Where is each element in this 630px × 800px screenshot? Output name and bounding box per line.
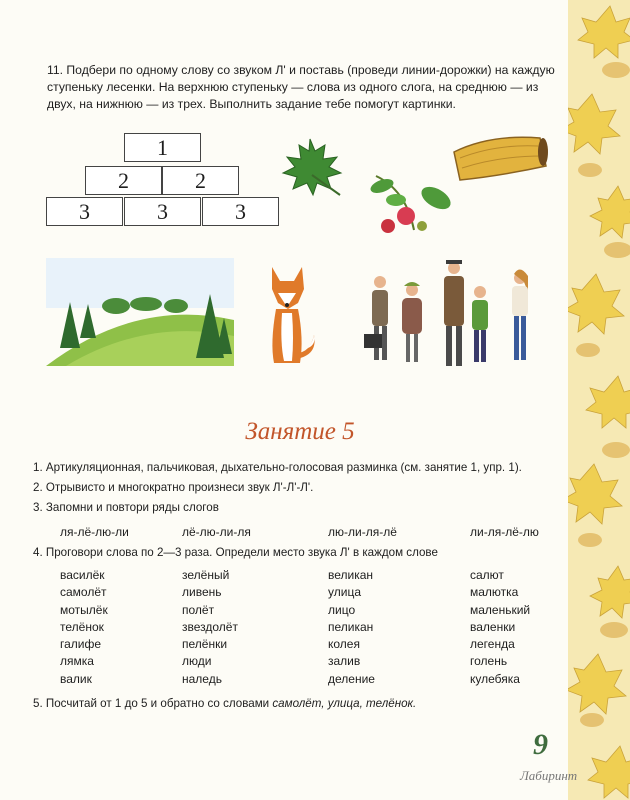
publisher-stamp: Лабиринт [520, 768, 578, 783]
word: голень [470, 654, 508, 669]
page-number: 9 [533, 728, 548, 761]
word: великан [328, 568, 374, 582]
autumn-leaves-border [568, 0, 630, 800]
word: лицо [328, 602, 356, 617]
ladder-step-middle: 2 [85, 166, 162, 195]
word: телёнок [60, 619, 104, 634]
ladder-step-bottom: 3 [124, 197, 201, 226]
word-column-4 [470, 567, 530, 688]
word-column-1 [60, 567, 108, 688]
syllable-row: лё-лю-ли-ля [182, 525, 251, 539]
word: лямка [60, 654, 94, 669]
ladder-step-top: 1 [124, 133, 201, 162]
word: самолёт [60, 585, 107, 600]
ladder-step-bottom: 3 [46, 197, 123, 226]
word: маленький [470, 602, 531, 617]
word: залив [328, 654, 361, 669]
word: легенда [470, 637, 515, 652]
word: валенки [470, 619, 516, 634]
forest-meadow-image [46, 258, 234, 366]
word: звездолёт [182, 619, 238, 634]
exercise-5-text [33, 696, 573, 711]
exercise-4-text: 4. Проговори слова по 2—3 раза. Определи место звука Л' в каждом слове [33, 546, 438, 559]
word: пелёнки [182, 637, 228, 652]
raspberry-branch-image [366, 170, 462, 242]
word: полёт [182, 602, 215, 617]
word: деление [328, 671, 375, 686]
people-walking-image [360, 256, 550, 376]
word: малютка [470, 585, 519, 600]
exercise-5-prefix: 5. Посчитай от 1 до 5 и обратно со словами [33, 697, 273, 710]
word: кулебяка [470, 671, 520, 686]
wooden-log-image [450, 130, 550, 188]
exercise-5-words: самолёт, улица, телёнок. [272, 697, 417, 710]
word-column-2 [182, 567, 238, 688]
lesson-title: Занятие 5 [245, 418, 355, 445]
fox-image [256, 263, 318, 373]
word: мотылёк [60, 602, 108, 617]
exercise-1-text: 1. Артикуляционная, пальчиковая, дыхательно-голосовая разминка (см. занятие 1, упр. 1). [33, 461, 522, 474]
word: валик [60, 671, 92, 686]
word: люди [182, 654, 212, 669]
exercise-3-text: 3. Запомни и повтори ряды слогов [33, 501, 219, 514]
exercise-2-text: 2. Отрывисто и многократно произнеси звук Л'-Л'-Л'. [33, 481, 314, 494]
syllable-row: лю-ли-ля-лё [328, 525, 397, 539]
ladder-step-middle: 2 [162, 166, 239, 195]
word: колея [328, 637, 360, 652]
word: салют [470, 568, 504, 582]
syllable-row: ли-ля-лё-лю [470, 525, 539, 539]
word: галифе [60, 637, 102, 652]
task-11-text: 11. Подбери по одному слову со звуком Л' и поставь (проведи линии-дорожки) на каждую ступеньку лесенки. На верхнюю ступеньку — слова из одного слога, на среднюю — из двух, на нижнюю — из трех. Выполнить задание тебе помогут картинки. [47, 63, 555, 111]
word: василёк [60, 568, 105, 582]
word: зелёный [182, 568, 230, 582]
syllable-row: ля-лё-лю-ли [60, 525, 129, 539]
maple-leaf-image [278, 133, 350, 199]
word-column-3 [328, 567, 375, 688]
ladder-step-bottom: 3 [202, 197, 279, 226]
word: наледь [182, 671, 222, 686]
word: улица [328, 585, 361, 600]
word: ливень [182, 585, 222, 600]
word: пеликан [328, 619, 374, 634]
